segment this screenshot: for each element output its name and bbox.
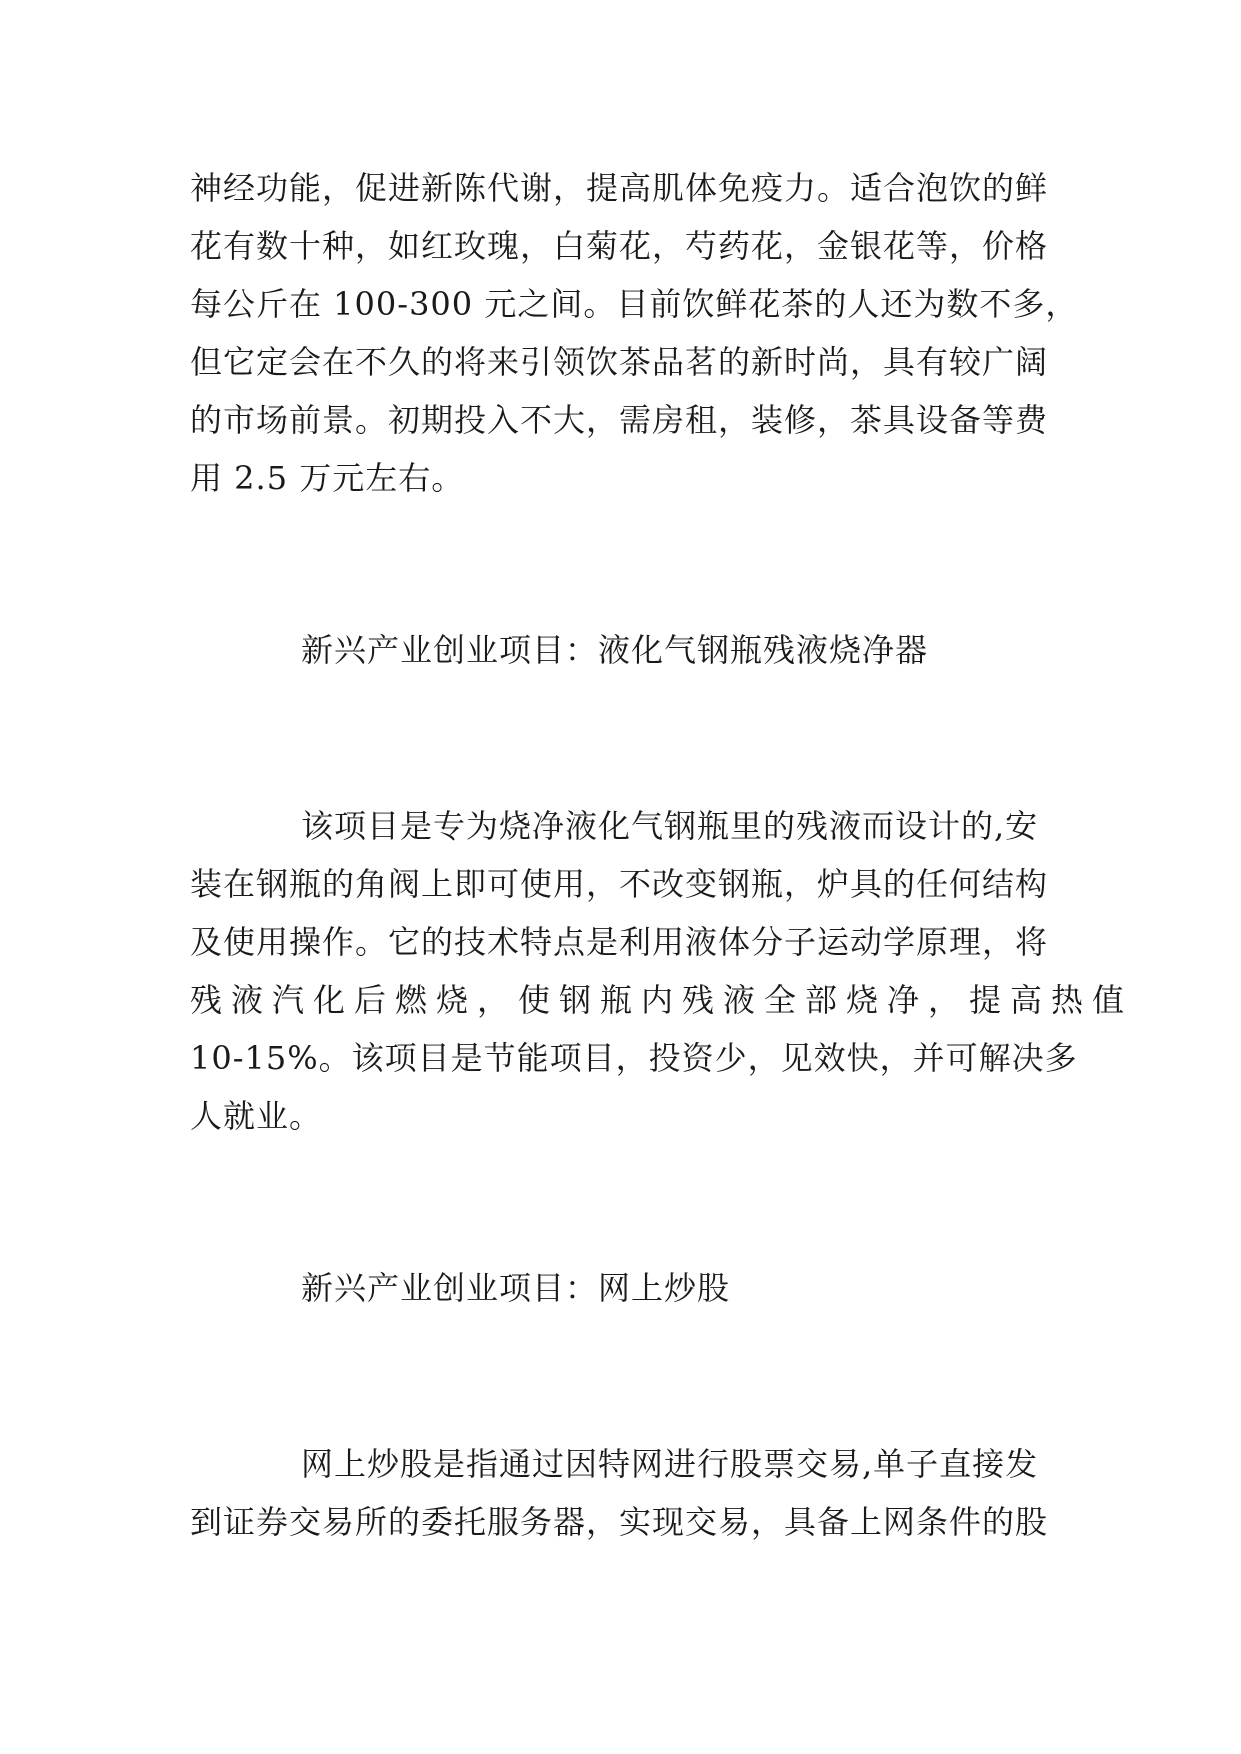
paragraph-1-line-3: 每公斤在 100-300 元之间。目前饮鲜花茶的人还为数不多， (190, 285, 1079, 323)
paragraph-2-line-3: 及使用操作。它的技术特点是利用液体分子运动学原理，将 (190, 923, 1049, 961)
paragraph-1-line-5: 的市场前景。初期投入不大，需房租，装修，茶具设备等费 (190, 401, 1049, 439)
paragraph-1-line-6: 用 2.5 万元左右。 (190, 459, 465, 497)
paragraph-2-line-6: 人就业。 (190, 1097, 323, 1135)
section-heading-1: 新兴产业创业项目：液化气钢瓶残液烧净器 (301, 631, 929, 669)
paragraph-2-line-2: 装在钢瓶的角阀上即可使用，不改变钢瓶，炉具的任何结构 (190, 865, 1049, 903)
paragraph-2-line-5: 10-15%。该项目是节能项目，投资少，见效快，并可解决多 (190, 1039, 1078, 1077)
paragraph-2-line-1: 该项目是专为烧净液化气钢瓶里的残液而设计的,安 (301, 807, 1039, 845)
paragraph-2-line-4: 残液汽化后燃烧，使钢瓶内残液全部烧净，提高热值 (190, 981, 1134, 1019)
paragraph-1-line-4: 但它定会在不久的将来引领饮茶品茗的新时尚，具有较广阔 (190, 343, 1049, 381)
section-heading-2: 新兴产业创业项目：网上炒股 (301, 1269, 731, 1307)
paragraph-3-line-1: 网上炒股是指通过因特网进行股票交易,单子直接发 (301, 1445, 1039, 1483)
paragraph-3-line-2: 到证券交易所的委托服务器，实现交易，具备上网条件的股 (190, 1503, 1049, 1541)
paragraph-1-line-1: 神经功能，促进新陈代谢，提高肌体免疫力。适合泡饮的鲜 (190, 169, 1049, 207)
paragraph-1-line-2: 花有数十种，如红玫瑰，白菊花，芍药花，金银花等，价格 (190, 227, 1049, 265)
